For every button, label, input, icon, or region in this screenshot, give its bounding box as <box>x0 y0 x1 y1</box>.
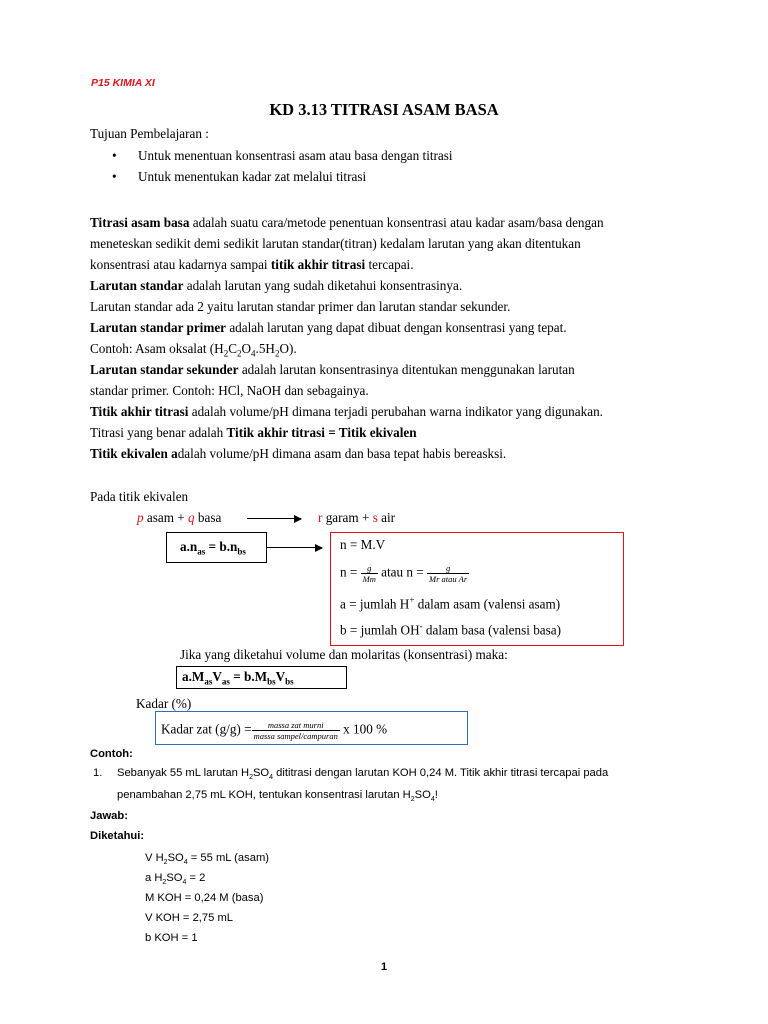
oh-minus-sup: - <box>419 621 423 631</box>
mole-formula <box>180 539 246 557</box>
question-text: dititrasi dengan larutan KOH 0,24 M. Titik akhir titrasi tercapai pada <box>273 767 609 779</box>
sub-bs: bs <box>237 546 246 557</box>
sub-as: as <box>204 676 213 687</box>
document-header-label: P15 KIMIA XI <box>91 77 155 89</box>
h-plus-sup: + <box>409 595 415 605</box>
coef-r: r <box>318 510 323 525</box>
sub-as: as <box>197 546 206 557</box>
primer-example-text: Contoh: Asam oksalat (H <box>90 341 224 356</box>
definition-titik-ekivalen <box>90 446 506 462</box>
example-question-line2: penambahan 2,75 mL KOH, tentukan konsentrasi larutan $H_2SO_4$! <box>117 789 438 804</box>
formula-arrow <box>267 547 322 548</box>
term-titik-ekivalen: Titik ekivalen a <box>90 446 178 461</box>
valensi-asam <box>340 595 560 612</box>
formula-bn: = b.n <box>205 539 238 554</box>
definition-text: adalah volume/pH dimana terjadi perubahan warna indikator yang digunakan. <box>188 404 603 419</box>
a-text: a = jumlah H <box>340 596 410 612</box>
frac-num: massa zat murni <box>267 720 324 730</box>
b-rest: dalam basa (valensi basa) <box>422 622 562 638</box>
page-number: 1 <box>380 961 388 973</box>
fraction-kadar <box>252 720 340 741</box>
molarity-formula-box <box>176 666 347 689</box>
given-item: b KOH = 1 <box>145 932 198 944</box>
kadar-formula-box <box>155 711 468 745</box>
frac-num: g <box>445 563 451 573</box>
reaction-air: air <box>377 510 396 525</box>
definition-standar-sekunder <box>90 362 575 378</box>
definition-text: adalah larutan yang sudah diketahui konsentrasinya. <box>183 278 463 293</box>
kadar-formula <box>161 720 387 741</box>
reaction-asam: asam + <box>143 510 189 525</box>
fraction-g-mr <box>427 563 469 584</box>
known-volume-text: Jika yang diketahui volume dan molaritas (konsentrasi) maka: <box>180 647 508 662</box>
sub-bs: bs <box>267 676 276 687</box>
term-larutan-standar: Larutan standar <box>90 278 184 293</box>
definition-text: konsentrasi atau kadarnya sampai <box>90 257 271 272</box>
definition-text: tercapai. <box>365 257 414 272</box>
sub-as: as <box>221 676 230 687</box>
definition-text: adalah larutan yang dapat dibuat dengan konsentrasi yang tepat. <box>226 320 567 335</box>
fraction-g-mm <box>361 563 378 584</box>
n-eq: n = <box>340 564 361 580</box>
formula-v: V <box>212 669 222 684</box>
given-item: V KOH = 2,75 mL <box>145 912 233 924</box>
example-number: 1. <box>93 767 103 779</box>
page-title: KD 3.13 TITRASI ASAM BASA <box>269 100 499 119</box>
statement-text: Titrasi yang benar adalah <box>90 425 227 440</box>
definition-titik-akhir <box>90 404 603 420</box>
formula-am: a.M <box>182 669 205 684</box>
definition-titrasi-line2: meneteskan sedikit demi sedikit larutan standar(titran) kedalam larutan yang akan ditentukan <box>90 236 581 251</box>
valensi-basa <box>340 621 561 638</box>
term-titik-akhir: titik akhir titrasi <box>270 257 366 272</box>
coef-s: s <box>372 510 378 525</box>
given-item: a $H_2SO_4 = 2$ <box>145 872 206 887</box>
frac-num: g <box>367 563 372 573</box>
reaction-basa: basa <box>194 510 222 525</box>
definition-sekunder-line2: standar primer. Contoh: HCl, NaOH dan sebagainya. <box>90 383 369 398</box>
term-standar-sekunder: Larutan standar sekunder <box>90 362 239 377</box>
n-mass-formula <box>340 563 469 584</box>
definition-text: adalah suatu cara/metode penentuan konsentrasi atau kadar asam/basa dengan <box>189 215 604 230</box>
term-titrasi-asam-basa: Titrasi asam basa <box>90 215 190 230</box>
question-text: Sebanyak 55 mL larutan H <box>117 767 250 779</box>
formula-bm: = b.M <box>229 669 268 684</box>
kadar-suffix: x 100 % <box>339 721 388 737</box>
kadar-label: Kadar zat (g/g) = <box>161 721 252 737</box>
formula-v2: V <box>275 669 286 684</box>
definition-titrasi-line1 <box>90 215 604 231</box>
term-titik-akhir-titrasi: Titik akhir titrasi <box>90 404 189 419</box>
example-heading: Contoh: <box>90 748 133 760</box>
definition-standar-types: Larutan standar ada 2 yaitu larutan standar primer dan larutan standar sekunder. <box>90 299 511 314</box>
reaction-arrow <box>247 518 301 519</box>
definition-standar-primer <box>90 320 567 336</box>
a-rest: dalam asam (valensi asam) <box>414 596 561 612</box>
question-text: ! <box>434 789 438 801</box>
definition-text: adalah larutan konsentrasinya ditentukan menggunakan larutan <box>238 362 575 377</box>
sub-bs: bs <box>285 676 294 687</box>
definition-text: dalah volume/pH dimana asam dan basa tepat habis bereasksi. <box>177 446 507 461</box>
diketahui-label: Diketahui: <box>90 830 145 842</box>
formula-an: a.n <box>180 539 198 554</box>
molarity-formula <box>182 669 294 687</box>
primer-example: Contoh: Asam oksalat $(H_2C_2O_4.5H_2O)$. <box>90 341 297 359</box>
coef-p: p <box>137 510 144 525</box>
mole-formula-box <box>166 532 267 563</box>
n-equals-mv: n = M.V <box>340 537 386 552</box>
frac-den: Mr atau Ar <box>429 574 468 584</box>
statement-bold: Titik akhir titrasi = Titik ekivalen <box>226 425 417 440</box>
reaction-right <box>318 510 395 526</box>
atau-text: atau n = <box>377 564 428 580</box>
definition-larutan-standar <box>90 278 462 294</box>
jawab-label: Jawab: <box>90 810 128 822</box>
definition-titrasi-line3 <box>90 257 414 273</box>
example-question-line1: Sebanyak 55 mL larutan $H_2SO_4$ dititrasi dengan larutan KOH 0,24 M. Titik akhir titrasi tercapai pada <box>117 767 609 782</box>
term-standar-primer: Larutan standar primer <box>90 320 227 335</box>
reaction-garam: garam + <box>322 510 373 525</box>
given-item: V $H_2SO_4 = 55$ mL (asam) <box>145 852 269 867</box>
objective-item: • Untuk menentukan kadar zat melalui titrasi <box>138 169 366 185</box>
objective-item: • Untuk menentuan konsentrasi asam atau basa dengan titrasi <box>138 148 453 164</box>
equivalence-heading: Pada titik ekivalen <box>90 489 189 504</box>
frac-den: Mm <box>362 574 376 584</box>
kadar-heading: Kadar (%) <box>136 696 192 711</box>
correct-titration-statement <box>90 425 417 441</box>
b-text: b = jumlah OH <box>340 622 420 638</box>
objectives-heading: Tujuan Pembelajaran : <box>90 126 209 141</box>
frac-den: massa sampel/campuran <box>253 731 338 741</box>
coef-q: q <box>188 510 195 525</box>
reaction-left <box>137 510 221 526</box>
given-item: M KOH = 0,24 M (basa) <box>145 892 264 904</box>
question-text: penambahan 2,75 mL KOH, tentukan konsentrasi larutan H <box>117 789 411 801</box>
definitions-red-box <box>330 532 624 646</box>
